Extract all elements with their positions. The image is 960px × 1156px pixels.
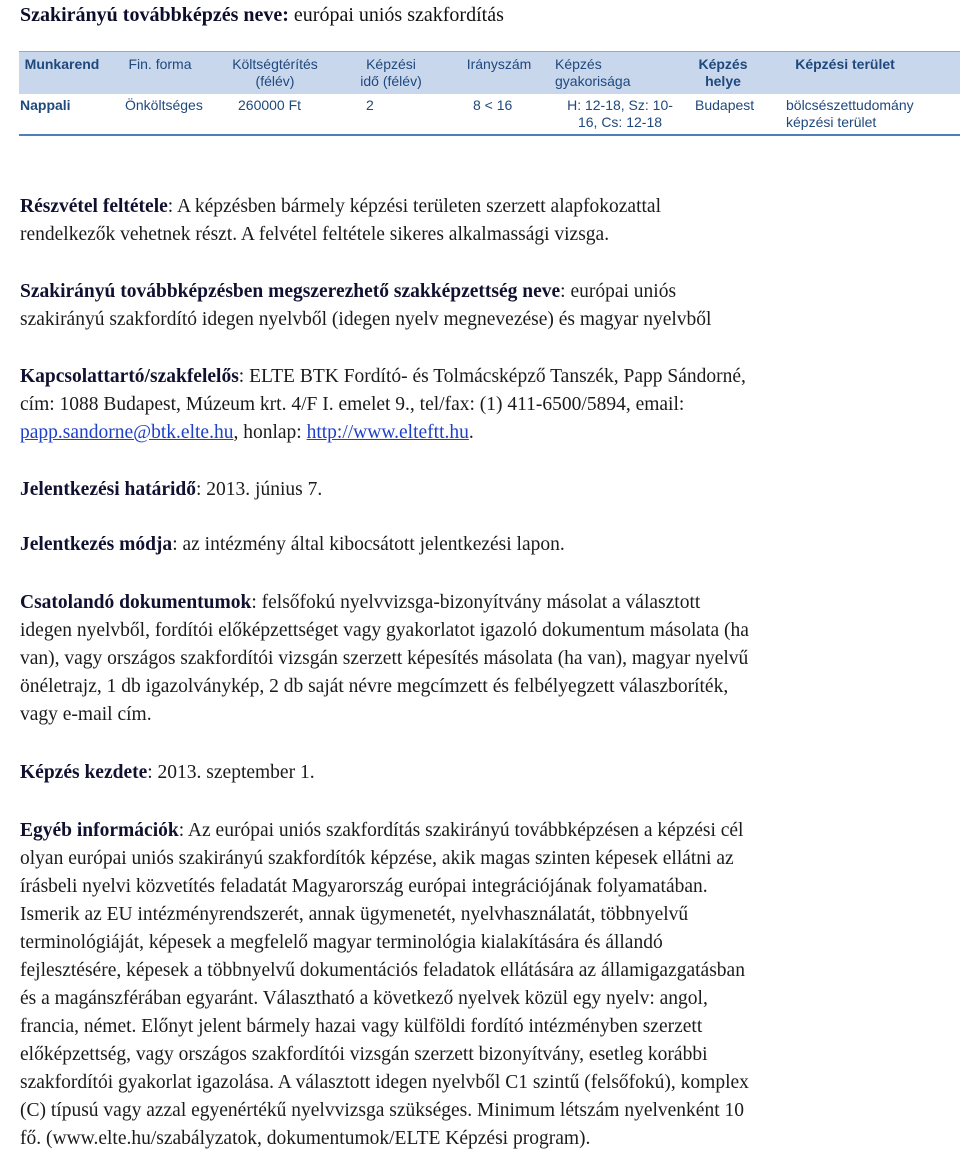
program-title-label: Szakirányú továbbképzés neve: [20, 4, 289, 26]
modja-paragraph [20, 531, 950, 559]
program-table-header [19, 51, 960, 94]
reszvetel-label: Részvétel feltétele [20, 196, 168, 217]
csatolando-label: Csatolandó dokumentumok [20, 592, 252, 613]
header-gyakorisaga-line2: gyakorisága [555, 73, 631, 89]
egyeb-paragraph [20, 817, 950, 1153]
honlap-link[interactable]: http://www.elteftt.hu [306, 422, 469, 443]
header-munkarend: Munkarend [24, 56, 100, 72]
header-koltsegterites-line1: Költségtérítés [232, 56, 318, 72]
csatolando-line4: önéletrajz, 1 db igazolványkép, 2 db saját névre megcímzett és felbélyegzett válaszboríték, [20, 676, 729, 697]
header-helye-line2: helye [705, 73, 741, 89]
csatolando-line5: vagy e-mail cím. [20, 704, 152, 725]
cell-kepzes-helye: Budapest [695, 97, 755, 113]
header-kepzes-gyakorisaga [551, 56, 661, 90]
cell-terulet-line1: bölcsészettudomány [786, 97, 914, 113]
kapcsolat-paragraph [20, 363, 950, 447]
cell-kepzes-gyakorisaga [555, 97, 685, 131]
header-kepzesi-ido-line2: idő (félév) [360, 73, 422, 89]
reszvetel-line2: rendelkezők vehetnek részt. A felvétel feltétele sikeres alkalmassági vizsga. [20, 224, 610, 245]
hatarido-paragraph [20, 476, 950, 504]
egyeb-line9: előképzettség, vagy országos szakfordítói vizsgán szerzett bizonyítvány, esetleg korábbi [20, 1044, 708, 1065]
cell-koltsegterites: 260000 Ft [238, 97, 302, 113]
header-helye-line1: Képzés [698, 56, 748, 72]
kapcsolat-label: Kapcsolattartó/szakfelelős [20, 366, 239, 387]
cell-iranyszam: 8 < 16 [473, 97, 513, 113]
reszvetel-paragraph [20, 193, 950, 249]
header-kepzesi-ido-line1: Képzési [366, 56, 416, 72]
header-fin-forma: Fin. forma [128, 56, 192, 72]
egyeb-line5: terminológiáját, képesek a megfelelő magyar terminológia kialakítására és állandó [20, 932, 663, 953]
kapcsolat-line2: cím: 1088 Budapest, Múzeum krt. 4/F I. emelet 9., tel/fax: (1) 411-6500/5894, email: [20, 394, 685, 415]
szakkepzettseg-line1: : európai uniós [560, 281, 677, 302]
program-title [20, 2, 504, 28]
kezdete-paragraph [20, 759, 950, 787]
cell-terulet-line2: képzési terület [786, 114, 877, 130]
szakkepzettseg-paragraph [20, 278, 950, 334]
szakkepzettseg-label: Szakirányú továbbképzésben megszerezhető szakképzettség neve [20, 281, 561, 302]
kezdete-label: Képzés kezdete [20, 762, 148, 783]
hatarido-label: Jelentkezési határidő [20, 479, 197, 500]
szakkepzettseg-line2: szakirányú szakfordító idegen nyelvből (idegen nyelv megnevezése) és magyar nyelvből [20, 309, 712, 330]
csatolando-line2: idegen nyelvből, fordítói előképzettséget vagy gyakorlatot igazoló dokumentum másolata (ha [20, 620, 749, 641]
csatolando-line1: : felsőfokú nyelvvizsga-bizonyítvány másolat a választott [251, 592, 701, 613]
header-koltsegterites-line2: (félév) [255, 73, 295, 89]
kapcsolat-end: . [468, 422, 474, 443]
egyeb-label: Egyéb információk [20, 820, 179, 841]
egyeb-line11: (C) típusú vagy azzal egyenértékű nyelvvizsga szükséges. Minimum létszám nyelvenként 10 [20, 1100, 745, 1121]
cell-kepzesi-terulet [786, 97, 914, 131]
reszvetel-line1: : A képzésben bármely képzési területen szerzett alapfokozattal [167, 196, 661, 217]
cell-munkarend: Nappali [20, 97, 71, 113]
cell-gyakorisaga-line1: H: 12-18, Sz: 10- [567, 97, 673, 113]
kezdete-value: : 2013. szeptember 1. [147, 762, 315, 783]
egyeb-line10: szakfordítói gyakorlat igazolása. A választott idegen nyelvből C1 szintű (felsőfokú), komplex [20, 1072, 749, 1093]
header-koltsegterites [216, 56, 334, 90]
modja-value: : az intézmény által kibocsátott jelentkezési lapon. [172, 534, 565, 555]
csatolando-line3: van), vagy országos szakfordítói vizsgán szerzett képesítés másolata (ha van), magyar nyelvű [20, 648, 749, 669]
program-title-value: európai uniós szakfordítás [293, 4, 504, 26]
hatarido-value: : 2013. június 7. [196, 479, 323, 500]
cell-fin-forma: Önköltséges [125, 97, 203, 113]
cell-gyakorisaga-line2: 16, Cs: 12-18 [577, 114, 663, 130]
header-iranyszam: Irányszám [466, 56, 532, 72]
egyeb-line1: : Az európai uniós szakfordítás szakirányú továbbképzésen a képzési cél [178, 820, 744, 841]
header-gyakorisaga-line1: Képzés [555, 56, 602, 72]
header-kepzesi-ido [341, 56, 441, 90]
csatolando-paragraph [20, 589, 950, 729]
egyeb-line7: és a magánszférában egyaránt. Választható a következő nyelvek közül egy nyelv: angol, [20, 988, 708, 1009]
kapcsolat-line1: : ELTE BTK Fordító- és Tolmácsképző Tanszék, Papp Sándorné, [238, 366, 746, 387]
egyeb-line6: fejlesztésére, képesek a többnyelvű dokumentációs feladatok ellátására az államigazgatásban [20, 960, 745, 981]
header-kepzesi-terulet: Képzési terület [795, 56, 895, 72]
email-link[interactable]: papp.sandorne@btk.elte.hu [20, 422, 234, 443]
egyeb-line3: írásbeli nyelvi közvetítés feladatát Magyarország európai integrációjának folyamatában. [20, 876, 708, 897]
egyeb-line8: francia, német. Előnyt jelent bármely hazai vagy külföldi fordító intézményben szerzett [20, 1016, 703, 1037]
program-table [19, 51, 960, 136]
honlap-label: , honlap: [233, 422, 307, 443]
modja-label: Jelentkezés módja [20, 534, 173, 555]
egyeb-line2: olyan európai uniós szakirányú szakfordítók képzése, akik magas szinten képesek ellátni az [20, 848, 734, 869]
egyeb-line4: Ismerik az EU intézményrendszerét, annak ügymenetét, nyelvhasználatát, többnyelvű [20, 904, 689, 925]
header-kepzes-helye [685, 56, 761, 90]
cell-kepzesi-ido: 2 [366, 97, 374, 113]
egyeb-line12: fő. (www.elte.hu/szabályzatok, dokumentumok/ELTE Képzési program). [20, 1128, 591, 1149]
